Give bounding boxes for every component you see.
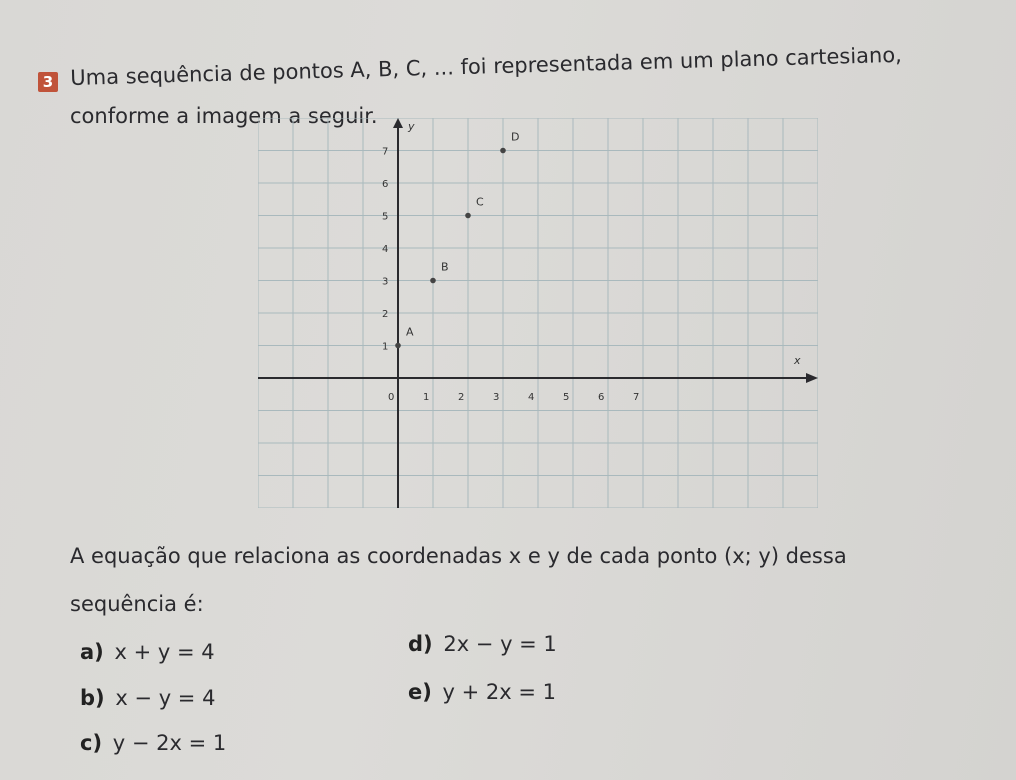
- x-tick-label: 4: [528, 392, 535, 403]
- y-tick-label: 3: [382, 276, 389, 288]
- option-e[interactable]: [408, 680, 556, 704]
- point-b: [430, 278, 436, 284]
- option-e-equation: y + 2x = 1: [442, 680, 557, 704]
- option-a[interactable]: [80, 640, 215, 664]
- y-tick-label: 1: [382, 341, 389, 353]
- y-tick-label: 6: [382, 179, 389, 190]
- point-label-a: A: [406, 325, 414, 339]
- question-intro-line2: conforme a imagem a seguir.: [70, 104, 378, 128]
- option-d[interactable]: [408, 632, 557, 656]
- point-a: [395, 343, 401, 349]
- option-c-label: c): [80, 731, 103, 755]
- point-label-b: B: [441, 260, 449, 274]
- question-prompt-line2: sequência é:: [70, 592, 204, 616]
- y-axis-arrow: [393, 118, 403, 128]
- y-tick-label: 2: [382, 309, 389, 320]
- option-a-equation: x + y = 4: [114, 640, 215, 664]
- question-prompt-line1: A equação que relaciona as coordenadas x e y de cada ponto (x; y) dessa: [70, 544, 847, 568]
- option-d-equation: 2x − y = 1: [443, 632, 557, 656]
- x-tick-label: 2: [458, 392, 465, 403]
- cartesian-plane: [258, 118, 818, 508]
- x-tick-label: 1: [423, 392, 430, 403]
- y-axis-label: y: [408, 120, 415, 133]
- question-number-badge: 3: [38, 72, 58, 92]
- question-intro-line1: Uma sequência de pontos A, B, C, ... foi representada em um plano cartesiano,: [70, 42, 903, 90]
- option-c-equation: y − 2x = 1: [112, 731, 227, 755]
- x-axis-label: x: [794, 354, 801, 367]
- point-label-c: C: [476, 195, 484, 209]
- y-tick-label: 5: [382, 211, 389, 223]
- x-tick-label: 0: [388, 392, 395, 403]
- option-b-label: b): [80, 686, 105, 710]
- x-tick-label: 3: [493, 392, 500, 403]
- point-label-d: D: [511, 130, 520, 144]
- option-b-equation: x − y = 4: [115, 686, 216, 710]
- option-d-label: d): [408, 632, 433, 656]
- x-tick-label: 6: [598, 392, 605, 403]
- x-tick-label: 5: [563, 392, 570, 403]
- option-b[interactable]: [80, 686, 215, 710]
- option-e-label: e): [408, 680, 432, 704]
- point-d: [500, 148, 506, 154]
- x-tick-label: 7: [633, 392, 640, 403]
- option-c[interactable]: [80, 731, 226, 755]
- option-a-label: a): [80, 640, 104, 664]
- point-c: [465, 213, 471, 219]
- x-axis-arrow: [806, 373, 818, 383]
- y-tick-label: 7: [382, 146, 389, 158]
- y-tick-label: 4: [382, 244, 389, 255]
